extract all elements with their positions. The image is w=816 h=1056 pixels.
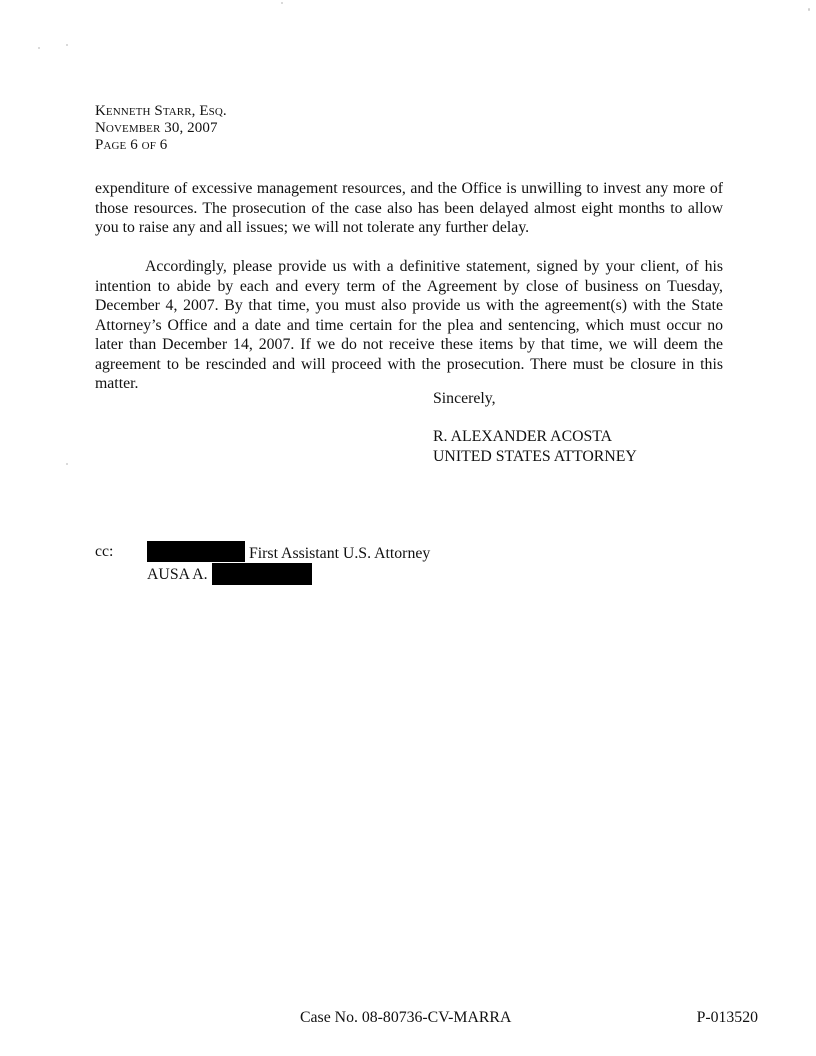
signer-title: UNITED STATES ATTORNEY: [433, 447, 637, 465]
footer-case-number: Case No. 08-80736-CV-MARRA: [300, 1009, 512, 1026]
scan-speck: [66, 44, 68, 46]
footer-bates-number: P-013520: [696, 1009, 758, 1026]
signature-block: [433, 427, 637, 466]
signer-name: R. ALEXANDER ACOSTA: [433, 428, 613, 445]
cc-first-assistant-title: First Assistant U.S. Attorney: [249, 545, 431, 562]
body-paragraph-1: expenditure of excessive management resources, and the Office is unwilling to invest any more of those resources. The prosecution of the case also has been delayed almost eight months to allow you to raise any and all issues; we will not tolerate any further delay.: [95, 180, 723, 236]
scan-speck: [38, 47, 40, 49]
cc-line-ausa: [147, 563, 312, 585]
letter-header: [95, 103, 227, 154]
cc-line-first-assistant: [147, 541, 430, 564]
header-page-number: Page 6 of 6: [95, 137, 168, 153]
redaction-bar: [212, 563, 312, 585]
scan-speck: [808, 8, 810, 11]
closing-salutation: Sincerely,: [433, 390, 496, 407]
scan-speck: [66, 463, 68, 465]
body-paragraph-2: Accordingly, please provide us with a definitive statement, signed by your client, of his intention to abide by each and every term of the Agreement by close of business on Tuesday, December 4, 2007. By that time, you must also provide us with the agreement(s) with the State Attorney’s Office and a date and time certain for the plea and sentencing, which must occur no later than December 14, 2007. If we do not receive these items by that time, we will deem the agreement to be rescinded and will proceed with the prosecution. There must be closure in this matter.: [95, 258, 723, 392]
header-recipient: Kenneth Starr, Esq.: [95, 103, 227, 119]
cc-label: cc:: [95, 543, 114, 560]
cc-ausa-prefix: AUSA A.: [147, 566, 208, 583]
redaction-bar: [147, 541, 245, 562]
scan-speck: [281, 2, 283, 4]
header-date: November 30, 2007: [95, 120, 218, 136]
